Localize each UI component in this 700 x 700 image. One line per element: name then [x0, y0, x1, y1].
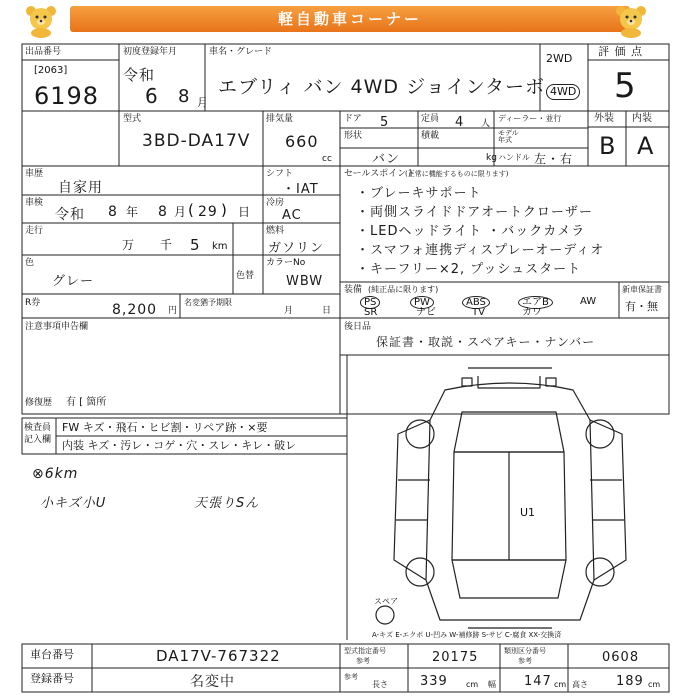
dealer-label: ディーラー・並行	[498, 114, 562, 123]
car-left-side	[394, 420, 430, 580]
equipment-pw: PW	[410, 296, 434, 309]
handle-value: 左・右	[534, 152, 574, 166]
notes-label: 注意事項申告欄	[25, 322, 89, 332]
inspection-year: 8	[108, 204, 118, 220]
inspection-paren-close: )	[221, 201, 227, 219]
doors-label: ドア	[344, 114, 362, 124]
handwritten-note-2: 小キズ小U	[40, 496, 107, 511]
displacement-label: 排気量	[266, 114, 294, 124]
selling-item-1: ・ブレーキサポート	[356, 186, 482, 201]
equipment-aw: AW	[580, 296, 597, 307]
color-code-label: カラーNo	[266, 258, 306, 268]
mileage-value: 5	[190, 236, 201, 254]
reg-no-value: 名変中	[190, 674, 235, 690]
class-ref: 参考	[518, 657, 532, 665]
damage-mark: U1	[520, 506, 536, 519]
recycle-unit: 円	[168, 306, 178, 316]
header-title: 軽自動車コーナー	[277, 10, 422, 28]
equipment-navi: ナビ	[416, 307, 436, 318]
score-label: 評 価 点	[598, 45, 643, 58]
manual-label: 新車保証書	[622, 285, 662, 294]
spare-label: スペア	[374, 597, 398, 606]
drive-4wd-circled: 4WD	[546, 84, 580, 100]
shift-label: シフト	[266, 169, 294, 179]
mileage-label: 走行	[25, 226, 44, 236]
selling-item-3: ・LEDヘッドライト ・バックカメラ	[356, 224, 586, 239]
width-unit: cm	[554, 680, 567, 689]
shape-value: バン	[372, 152, 401, 167]
fuel-value: ガソリン	[268, 241, 325, 256]
chassis-label: 車台番号	[30, 648, 74, 661]
inspection-day: 29	[198, 204, 218, 220]
load-unit: kg	[486, 153, 497, 163]
height-unit: cm	[648, 680, 661, 689]
model-year-label1: モデル	[498, 129, 519, 137]
color-label: 色	[25, 258, 35, 268]
fuel-label: 燃料	[266, 226, 285, 236]
cert-ref: 参考	[356, 657, 370, 665]
chassis-value: DA17V-767322	[156, 647, 281, 665]
dims-ref: 参考	[344, 673, 358, 681]
capacity-value: 4	[455, 115, 465, 130]
usage-value: 自家用	[58, 180, 103, 196]
inspection-year-unit: 年	[126, 205, 139, 219]
type-value: 3BD-DA17V	[142, 131, 251, 151]
score-value: 5	[614, 66, 637, 106]
car-roof-top-edge	[478, 376, 540, 388]
recycle-deadline-label: 名変猶予期限	[184, 298, 232, 307]
doors-value: 5	[380, 115, 390, 130]
inspection-paren-open: (	[188, 201, 194, 219]
equipment-ps: PS	[360, 296, 380, 309]
wheel-rear-left	[406, 558, 434, 586]
spare-tire-icon	[376, 606, 394, 624]
reg-no-label: 登録番号	[30, 672, 74, 685]
score-int: A	[637, 132, 655, 160]
capacity-label: 定員	[421, 114, 440, 124]
class-label: 類別区分番号	[504, 647, 546, 655]
repair-label: 修復歴	[25, 398, 53, 408]
inspection-month-unit: 月	[174, 205, 187, 219]
car-windshield	[454, 412, 564, 452]
capacity-unit: 人	[481, 119, 491, 129]
mirror-icon-left	[462, 378, 472, 386]
cert-label: 型式指定番号	[344, 647, 386, 655]
car-rear-window	[452, 560, 566, 598]
width-label: 幅	[488, 680, 496, 689]
lot-label: 出品番号	[25, 47, 62, 57]
score-ext: B	[599, 132, 617, 160]
displacement-value: 660	[285, 132, 319, 151]
shift-value: ・IAT	[282, 182, 319, 197]
equipment-leather: カワ	[522, 307, 542, 318]
handle-label: ハンドル	[498, 153, 530, 162]
damage-legend: A-キズ E-エクボ U-凹み W-補修跡 S-サビ C-腐食 XX-交換済	[372, 631, 562, 639]
selling-item-4: ・スマフォ連携ディスプレーオーディオ	[356, 243, 605, 258]
displacement-unit: cc	[322, 154, 332, 164]
load-label: 積載	[421, 131, 440, 141]
inspection-era: 令和	[55, 207, 85, 223]
recycle-deadline-unit: 月	[284, 306, 294, 316]
score-ext-label: 外装	[594, 113, 614, 124]
lot-number: 6198	[34, 82, 100, 110]
equipment-airbag: エアB	[518, 296, 553, 309]
first-reg-year: 6	[145, 84, 159, 108]
ac-label: 冷房	[266, 198, 285, 208]
first-reg-label: 初度登録年月	[123, 47, 178, 57]
manual-value: 有・無	[625, 300, 658, 313]
recycle-value: 8,200	[112, 302, 158, 318]
color-change-label: 色替	[236, 271, 255, 281]
recycle-deadline-day-unit: 日	[322, 306, 332, 316]
equipment-note: (純正品に限ります)	[368, 285, 439, 294]
handwritten-note-3: 天張りSん	[194, 496, 260, 511]
equipment-tv: TV	[472, 307, 485, 318]
inspector-label-1: 検査員	[24, 423, 52, 433]
color-code-value: WBW	[286, 274, 324, 289]
repair-value: 有 [ 箇所	[66, 397, 107, 408]
car-body-outline	[426, 383, 594, 620]
inspector-row-2: 内装 キズ・汚レ・コゲ・穴・スレ・キレ・破レ	[62, 439, 297, 452]
inspector-label-2: 記入欄	[24, 435, 52, 445]
model-name-value: エブリィ バン 4WD ジョインターボ	[218, 76, 545, 98]
shape-label: 形状	[344, 131, 363, 141]
length-unit: cm	[466, 680, 479, 689]
model-year-label2: 年式	[498, 136, 512, 144]
inspection-label: 車検	[25, 198, 44, 208]
selling-note: (正常に機能するものに限ります)	[405, 170, 509, 178]
equipment-sr: SR	[364, 307, 378, 318]
usage-label: 車歴	[25, 169, 44, 179]
type-label: 型式	[123, 114, 142, 124]
mirror-icon-right	[546, 378, 556, 386]
selling-item-5: ・キーフリー×2, プッシュスタート	[356, 262, 582, 277]
class-value: 0608	[602, 650, 640, 665]
mileage-unit: km	[212, 241, 228, 252]
first-reg-era: 令和	[123, 66, 156, 84]
cert-value: 20175	[432, 650, 479, 665]
handwritten-note-1: ⊗6km	[32, 466, 79, 482]
accessories-value: 保証書・取説・スペアキー・ナンバー	[376, 335, 596, 349]
selling-label: セールスポイント	[344, 169, 416, 179]
car-right-side	[590, 420, 626, 580]
first-reg-month-unit: 月	[197, 96, 208, 109]
lot-sub: [2063]	[34, 65, 68, 76]
height-value: 189	[616, 674, 644, 689]
length-label: 長さ	[372, 680, 388, 689]
equipment-label: 装備	[344, 285, 363, 295]
length-value: 339	[420, 674, 448, 689]
accessories-label: 後日品	[344, 322, 372, 332]
inspection-month: 8	[158, 204, 168, 220]
height-label: 高さ	[572, 680, 588, 689]
mileage-man: 万	[122, 238, 135, 252]
equipment-abs: ABS	[462, 296, 490, 309]
width-value: 147	[524, 674, 552, 689]
car-damage-diagram	[350, 360, 668, 642]
color-value: グレー	[52, 274, 95, 289]
recycle-label: R券	[25, 298, 41, 308]
inspector-row-1: FW キズ・飛石・ヒビ割・リペア跡・×要	[62, 421, 268, 434]
score-int-label: 内装	[632, 113, 652, 124]
wheel-rear-right	[586, 558, 614, 586]
first-reg-month: 8	[178, 86, 191, 107]
inspection-day-unit: 日	[238, 205, 251, 219]
ac-value: AC	[282, 208, 302, 223]
mileage-sen: 千	[160, 238, 173, 252]
drive-2wd: 2WD	[546, 52, 573, 65]
selling-item-2: ・両側スライドドアオートクローザー	[356, 205, 593, 220]
model-name-label: 車名・グレード	[209, 47, 273, 57]
